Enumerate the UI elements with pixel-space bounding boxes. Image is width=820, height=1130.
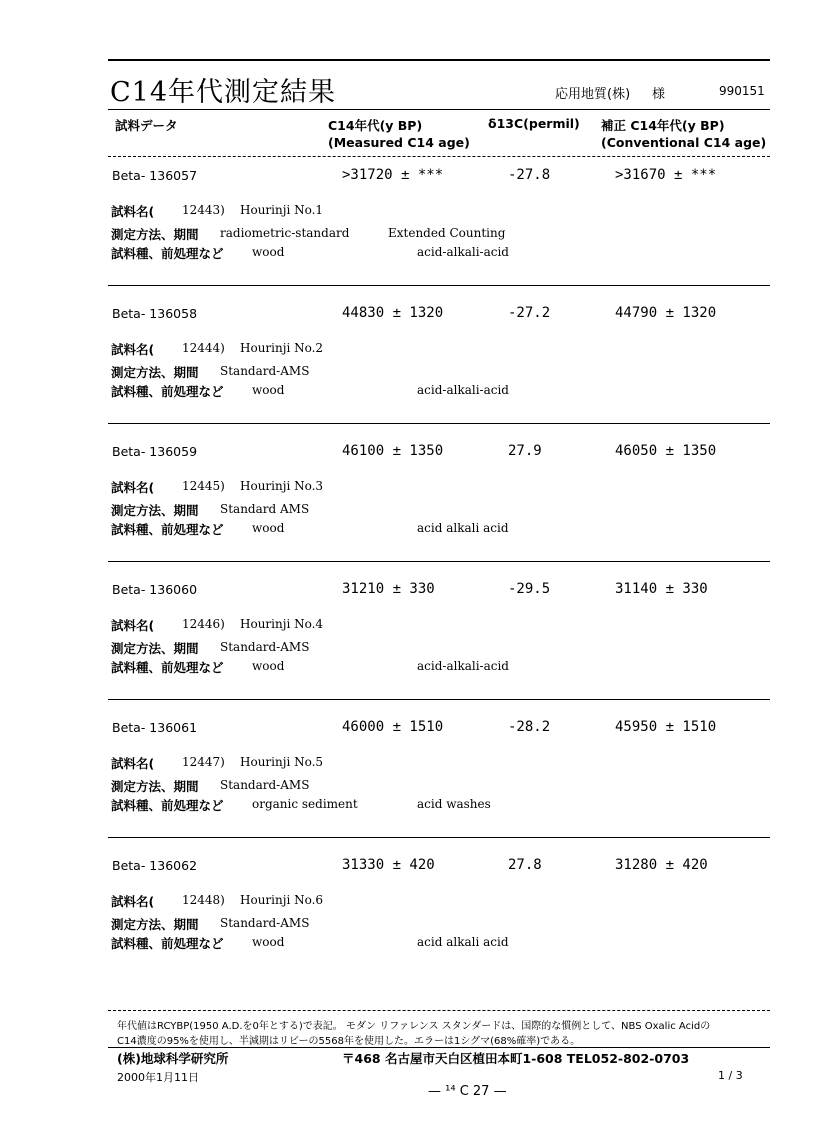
sample-code: 12443) [182, 203, 225, 217]
sample-conventional-age: 44790 ± 1320 [615, 305, 717, 321]
sample-pretreatment: acid-alkali-acid [417, 383, 509, 397]
sample-beta-id: Beta- 136057 [112, 168, 198, 183]
sample-material: organic sediment [252, 797, 358, 811]
sample-beta-id: Beta- 136061 [112, 720, 198, 735]
sample-measured-age: 46100 ± 1350 [342, 443, 444, 459]
lab-address: 〒468 名古屋市天白区植田本町1-608 TEL052-802-0703 [342, 1051, 690, 1066]
sample-beta-id: Beta- 136062 [112, 858, 198, 873]
col-c14-age: C14年代(y BP) [328, 118, 423, 133]
sample-material: wood [252, 383, 285, 397]
method-label: 測定方法、期間 [111, 917, 199, 932]
sample-method: Standard AMS [220, 502, 310, 516]
material-label: 試料種、前処理など [111, 522, 224, 537]
columns-rule [108, 156, 770, 157]
sample-delta13c: -27.8 [508, 167, 551, 183]
footer-rule-2 [108, 1047, 770, 1048]
sample-pretreatment: acid alkali acid [417, 935, 509, 949]
sample-beta-id: Beta- 136058 [112, 306, 198, 321]
method-label: 測定方法、期間 [111, 503, 199, 518]
sample-code: 12447) [182, 755, 225, 769]
sample-name: Hourinji No.5 [240, 755, 324, 769]
sample-name: Hourinji No.4 [240, 617, 324, 631]
sample-separator [108, 837, 770, 838]
footer-note-line1: 年代値はRCYBP(1950 A.D.を0年とする)で表記。 モダン リファレンス スタンダードは、国際的な慣例として、NBS Oxalic Acidの [117, 1021, 711, 1032]
sample-conventional-age: 45950 ± 1510 [615, 719, 717, 735]
sample-delta13c: -27.2 [508, 305, 551, 321]
sample-conventional-age: >31670 ± *** [615, 167, 717, 183]
page-number: 1 / 3 [718, 1069, 743, 1082]
sample-conventional-age: 31140 ± 330 [615, 581, 708, 597]
sample-name: Hourinji No.2 [240, 341, 324, 355]
sample-material: wood [252, 245, 285, 259]
sample-code: 12448) [182, 893, 225, 907]
method-label: 測定方法、期間 [111, 779, 199, 794]
sample-pretreatment: acid-alkali-acid [417, 245, 509, 259]
sample-name-label: 試料名( [111, 342, 155, 357]
sample-separator [108, 285, 770, 286]
sample-material: wood [252, 521, 285, 535]
page-mark: — ¹⁴ C 27 — [428, 1084, 507, 1099]
sample-pretreatment: acid washes [417, 797, 491, 811]
sample-code: 12445) [182, 479, 225, 493]
sample-material: wood [252, 659, 285, 673]
sample-beta-id: Beta- 136060 [112, 582, 198, 597]
sample-name-label: 試料名( [111, 894, 155, 909]
sample-name-label: 試料名( [111, 480, 155, 495]
sample-measured-age: 46000 ± 1510 [342, 719, 444, 735]
sample-conventional-age: 46050 ± 1350 [615, 443, 717, 459]
sample-measured-age: >31720 ± *** [342, 167, 444, 183]
top-rule [108, 59, 770, 61]
material-label: 試料種、前処理など [111, 936, 224, 951]
client-name: 応用地質(株) [555, 87, 631, 102]
report-date: 2000年1月11日 [117, 1071, 199, 1084]
sample-material: wood [252, 935, 285, 949]
sample-separator [108, 423, 770, 424]
sample-method-extra: Extended Counting [388, 226, 506, 240]
sample-method: Standard-AMS [220, 778, 310, 792]
sample-name: Hourinji No.6 [240, 893, 324, 907]
sample-measured-age: 44830 ± 1320 [342, 305, 444, 321]
sample-separator [108, 561, 770, 562]
material-label: 試料種、前処理など [111, 384, 224, 399]
footer-rule [108, 1010, 770, 1011]
method-label: 測定方法、期間 [111, 227, 199, 242]
sample-method: radiometric-standard [220, 226, 350, 240]
sample-code: 12444) [182, 341, 225, 355]
sample-beta-id: Beta- 136059 [112, 444, 198, 459]
material-label: 試料種、前処理など [111, 798, 224, 813]
sample-measured-age: 31210 ± 330 [342, 581, 435, 597]
sample-method: Standard-AMS [220, 916, 310, 930]
sample-delta13c: -29.5 [508, 581, 551, 597]
sample-method: Standard-AMS [220, 640, 310, 654]
col-sample-data: 試料データ [115, 118, 178, 133]
sample-separator [108, 699, 770, 700]
material-label: 試料種、前処理など [111, 246, 224, 261]
footer-note-line2: C14濃度の95%を使用し、半減期はリビーの5568年を使用した。エラーは1シグマ(68%確率)である。 [117, 1036, 581, 1047]
sample-name-label: 試料名( [111, 756, 155, 771]
sample-name-label: 試料名( [111, 618, 155, 633]
sample-delta13c: -28.2 [508, 719, 551, 735]
sample-delta13c: 27.8 [508, 857, 542, 873]
sample-conventional-age: 31280 ± 420 [615, 857, 708, 873]
sample-delta13c: 27.9 [508, 443, 542, 459]
sample-measured-age: 31330 ± 420 [342, 857, 435, 873]
sample-pretreatment: acid alkali acid [417, 521, 509, 535]
sample-name: Hourinji No.3 [240, 479, 324, 493]
col-corrected-age: 補正 C14年代(y BP) [601, 118, 725, 133]
page-title: C14年代測定結果 [110, 77, 337, 108]
sample-method: Standard-AMS [220, 364, 310, 378]
material-label: 試料種、前処理など [111, 660, 224, 675]
report-number: 990151 [719, 84, 765, 98]
col-measured-age: (Measured C14 age) [328, 135, 470, 150]
honorific: 様 [652, 87, 666, 102]
method-label: 測定方法、期間 [111, 641, 199, 656]
sample-pretreatment: acid-alkali-acid [417, 659, 509, 673]
col-conventional-age: (Conventional C14 age) [601, 135, 767, 150]
sample-name: Hourinji No.1 [240, 203, 324, 217]
sample-code: 12446) [182, 617, 225, 631]
col-delta13c: δ13C(permil) [488, 116, 580, 131]
sample-name-label: 試料名( [111, 204, 155, 219]
header-rule [108, 109, 770, 110]
method-label: 測定方法、期間 [111, 365, 199, 380]
lab-name: (株)地球科学研究所 [117, 1051, 229, 1066]
